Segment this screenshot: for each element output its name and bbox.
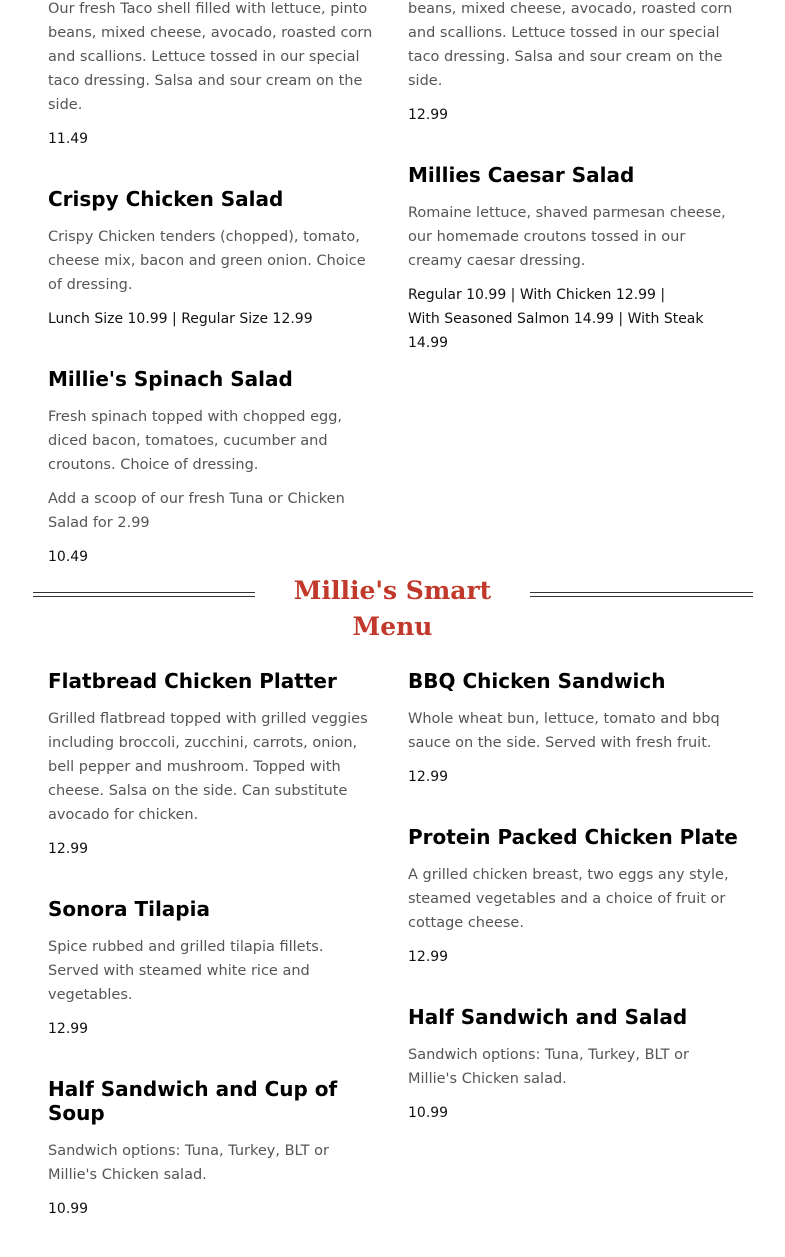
top-right-column [408, 0, 738, 391]
item-description: Grilled flatbread topped with grilled veggies including broccoli, zucchini, carrots, onion, bell pepper and mushroom. Topped with cheese. Salsa on the side. Can substitute avocado for chicken. [48, 711, 368, 823]
item-price: 10.99 [408, 1105, 449, 1121]
item-description: Our fresh Taco shell filled with lettuce, pinto beans, mixed cheese, avocado, roasted corn and scallions. Lettuce tossed in our special taco dressing. Salsa and sour cream on the side. [48, 1, 373, 113]
menu-item-taco-salad [48, 0, 378, 151]
menu-item-continued [408, 0, 738, 127]
item-price-line: Regular 10.99 | With Chicken 12.99 | [408, 287, 666, 303]
menu-item-flatbread-chicken-platter [48, 669, 378, 861]
section-title: Millie's Smart Menu [293, 576, 492, 641]
menu-item-spinach-salad [48, 367, 378, 569]
item-price: 12.99 [48, 841, 89, 857]
item-title: Half Sandwich and Cup of Soup [48, 1077, 338, 1125]
item-title: Crispy Chicken Salad [48, 187, 284, 211]
item-description: Fresh spinach topped with chopped egg, diced bacon, tomatoes, cucumber and croutons. Choice of dressing. [48, 409, 343, 473]
menu-item-caesar-salad [408, 163, 738, 355]
item-price: 12.99 [48, 1021, 89, 1037]
menu-item-sonora-tilapia [48, 897, 378, 1041]
item-description: beans, mixed cheese, avocado, roasted corn and scallions. Lettuce tossed in our special taco dressing. Salsa and sour cream on the side. [408, 1, 733, 89]
menu-item-crispy-chicken-salad [48, 187, 378, 331]
top-left-column [48, 0, 378, 605]
item-price: 12.99 [408, 769, 449, 785]
smart-left-column [48, 669, 378, 1257]
menu-item-bbq-chicken-sandwich [408, 669, 738, 789]
item-title: Sonora Tilapia [48, 897, 210, 921]
section-heading [33, 571, 753, 641]
item-title: Protein Packed Chicken Plate [408, 825, 738, 849]
item-description: Sandwich options: Tuna, Turkey, BLT or Millie's Chicken salad. [48, 1143, 329, 1183]
item-price: 10.99 [48, 1201, 89, 1217]
menu-item-protein-chicken-plate [408, 825, 738, 969]
item-description: Romaine lettuce, shaved parmesan cheese, our homemade croutons tossed in our creamy caesar dressing. [408, 205, 726, 269]
menu-item-half-sandwich-salad [408, 1005, 738, 1125]
item-title: Millie's Spinach Salad [48, 367, 293, 391]
item-title: Flatbread Chicken Platter [48, 669, 337, 693]
menu-item-half-sandwich-soup [48, 1077, 378, 1221]
item-description: Whole wheat bun, lettuce, tomato and bbq sauce on the side. Served with fresh fruit. [408, 711, 720, 751]
heading-rule-left [33, 592, 255, 597]
item-description: A grilled chicken breast, two eggs any style, steamed vegetables and a choice of fruit or cottage cheese. [408, 867, 729, 931]
item-description: Crispy Chicken tenders (chopped), tomato, cheese mix, bacon and green onion. Choice of dressing. [48, 229, 366, 293]
item-addon: Add a scoop of our fresh Tuna or Chicken Salad for 2.99 [48, 491, 345, 531]
item-description: Sandwich options: Tuna, Turkey, BLT or Millie's Chicken salad. [408, 1047, 689, 1087]
item-price-line: With Seasoned Salmon 14.99 | With Steak 14.99 [408, 311, 704, 351]
item-price: 12.99 [408, 949, 449, 965]
item-title: BBQ Chicken Sandwich [408, 669, 666, 693]
item-price: 11.49 [48, 131, 89, 147]
item-price: 12.99 [408, 107, 449, 123]
item-title: Half Sandwich and Salad [408, 1005, 688, 1029]
item-price: 10.49 [48, 549, 89, 565]
item-title: Millies Caesar Salad [408, 163, 635, 187]
item-description: Spice rubbed and grilled tilapia fillets. Served with steamed white rice and vegetables. [48, 939, 324, 1003]
smart-right-column [408, 669, 738, 1161]
heading-rule-right [530, 592, 753, 597]
item-price: Lunch Size 10.99 | Regular Size 12.99 [48, 311, 313, 327]
